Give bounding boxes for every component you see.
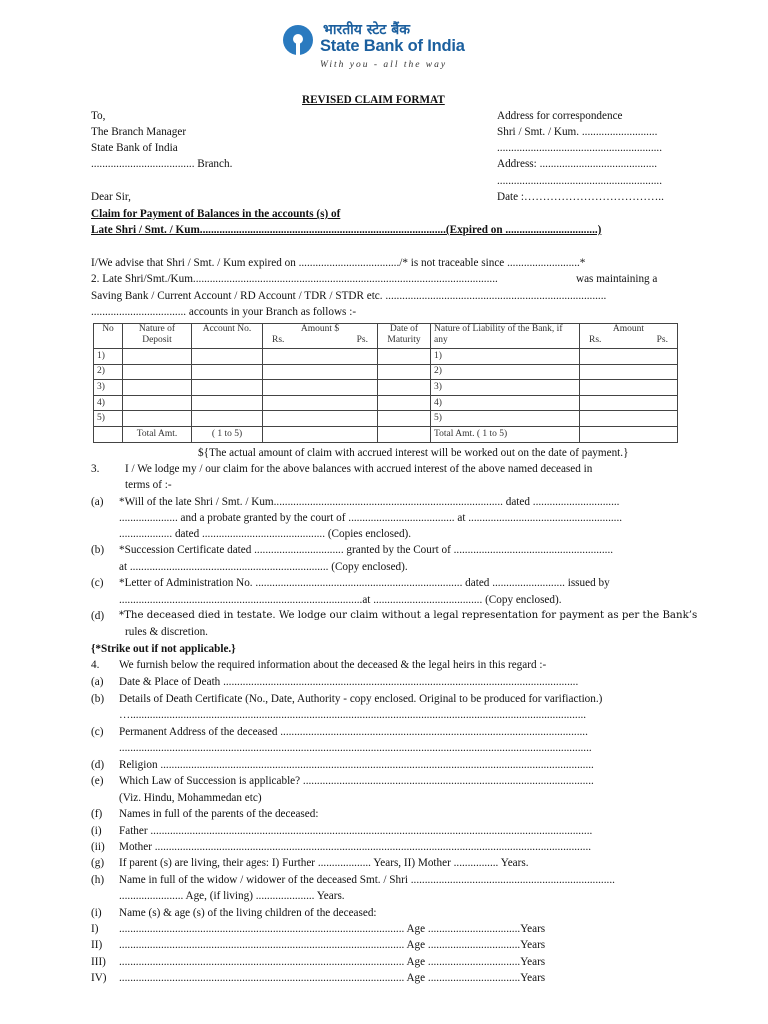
- item-a-label: (a): [91, 496, 104, 508]
- row-no: 1): [94, 349, 123, 365]
- correspondence-address: Address: ..........................................: [497, 158, 658, 170]
- table-row: [94, 349, 678, 365]
- info-law-succession-hint: (Viz. Hindu, Mohammedan etc): [119, 792, 262, 804]
- child-line: ...................................................................................................... Age .................................Years: [119, 972, 546, 984]
- col-amount-ps: Ps.: [356, 335, 368, 345]
- correspondence-date: Date :………………………………..: [497, 191, 664, 203]
- strike-note: {*Strike out if not applicable.}: [91, 643, 236, 655]
- info-spouse: Name in full of the widow / widower of the deceased Smt. / Shri .........................................................................: [119, 874, 615, 886]
- addressee-line2: State Bank of India: [91, 142, 178, 154]
- col-amount2-label: Amount: [612, 324, 645, 334]
- item-c-line2: .......................................................................................at ....................................... (Copy enclosed).: [119, 594, 562, 606]
- row-liability-no: 3): [431, 380, 580, 396]
- child-label: I): [91, 923, 99, 935]
- child-label: III): [91, 956, 106, 968]
- item-c-label: (c): [91, 577, 104, 589]
- info-permanent-address: Permanent Address of the deceased ..............................................................................................................: [119, 726, 588, 738]
- info-children-heading: Name (s) & age (s) of the living children of the deceased:: [119, 907, 377, 919]
- info-parents-heading: Names in full of the parents of the deceased:: [119, 808, 319, 820]
- info-g-label: (g): [91, 857, 105, 869]
- info-ii-label: (ii): [91, 841, 105, 853]
- info-f-label: (f): [91, 808, 103, 820]
- item-d-label: (d): [91, 610, 105, 622]
- info-death-certificate: Details of Death Certificate (No., Date, Authority - copy enclosed. Original to be produced for varifiaction.): [119, 693, 603, 705]
- info-permanent-address-blank: .........................................................................................................................................................................: [119, 742, 592, 754]
- info-father: Father ..............................................................................................................................................................: [119, 825, 593, 837]
- info-death-date-place: Date & Place of Death ...............................................................................................................................: [119, 676, 579, 688]
- correspondence-blank1: ...........................................................: [497, 142, 663, 154]
- col-no: No: [94, 324, 123, 349]
- subject-line1: Claim for Payment of Balances in the accounts (s) of: [91, 208, 341, 220]
- para2-line1: 2. Late Shri/Smt./Kum.............................................................................................................: [91, 273, 498, 285]
- table-row: [94, 411, 678, 427]
- item-d-line1: *The deceased died in testate. We lodge our claim without a legal representation for payment as per the Bank’s: [119, 610, 698, 621]
- info-death-certificate-blank: …...................................................................................................................................................................: [119, 709, 587, 721]
- para2-line1-end: was maintaining a: [576, 273, 658, 285]
- info-d-label: (d): [91, 759, 105, 771]
- correspondence-heading: Address for correspondence: [497, 110, 623, 122]
- col-amount2-ps: Ps.: [656, 335, 668, 345]
- child-label: II): [91, 939, 103, 951]
- item-b-label: (b): [91, 544, 105, 556]
- bank-tagline: With you - all the way: [320, 60, 448, 70]
- col-amount-rs: Rs.: [272, 335, 285, 345]
- row-liability-no: 2): [431, 364, 580, 380]
- row-no: 3): [94, 380, 123, 396]
- item-b-line2: at ....................................................................... (Copy enclosed).: [119, 561, 408, 573]
- para3-number: 3.: [91, 463, 100, 475]
- info-religion: Religion ...........................................................................................................................................................: [119, 759, 594, 771]
- child-line: ...................................................................................................... Age .................................Years: [119, 923, 546, 935]
- info-a-label: (a): [91, 676, 104, 688]
- col-amount2: [580, 324, 678, 349]
- item-c-line1: *Letter of Administration No. .......................................................................... dated .......................... issued by: [119, 577, 610, 589]
- info-law-succession: Which Law of Succession is applicable? ........................................................................................................: [119, 775, 594, 787]
- row-liability-no: 5): [431, 411, 580, 427]
- table-row: [94, 380, 678, 396]
- info-h-label: (h): [91, 874, 105, 886]
- info-e-label: (e): [91, 775, 104, 787]
- row-no: 4): [94, 395, 123, 411]
- addressee-line1: The Branch Manager: [91, 126, 187, 138]
- info-b-label: (b): [91, 693, 105, 705]
- info-i2-label: (i): [91, 907, 102, 919]
- item-a-line1: *Will of the late Shri / Smt. / Kum.................................................................................. dated ...............................: [119, 496, 620, 508]
- sbi-logo-icon: [283, 25, 313, 55]
- table-row: [94, 395, 678, 411]
- col-nature-liability: Nature of Liability of the Bank, if any: [431, 324, 580, 349]
- row-liability-no: 1): [431, 349, 580, 365]
- accounts-table: [93, 323, 678, 443]
- info-parent-ages: If parent (s) are living, their ages: I) Further ................... Years, II) Mother ................ Years.: [119, 857, 529, 869]
- col-account-no: Account No.: [192, 324, 263, 349]
- table-total-row: [94, 426, 678, 442]
- para4-text: We furnish below the required information about the deceased & the legal heirs in this regard :-: [119, 659, 547, 671]
- info-c-label: (c): [91, 726, 104, 738]
- col-amount: [263, 324, 378, 349]
- col-amount2-rs: Rs.: [589, 335, 602, 345]
- para3-line2: terms of :-: [125, 479, 172, 491]
- bank-name-hindi: भारतीय स्टेट बैंक: [323, 22, 410, 38]
- subject-line2: Late Shri / Smt. / Kum........................................................................................(Expired on .................................): [91, 224, 602, 236]
- table-header-row: [94, 324, 678, 349]
- para2-line2: Saving Bank / Current Account / RD Account / TDR / STDR etc. ...............................................................................: [91, 290, 607, 302]
- total-label2: Total Amt. ( 1 to 5): [431, 426, 580, 442]
- info-spouse-age: ....................... Age, (if living) ..................... Years.: [119, 890, 345, 902]
- item-b-line1: *Succession Certificate dated ................................ granted by the Court of .........................................................: [119, 544, 614, 556]
- correspondence-name: Shri / Smt. / Kum. ...........................: [497, 126, 658, 138]
- interest-note: ${The actual amount of claim with accrued interest will be worked out on the date of payment.}: [198, 447, 629, 459]
- para1: I/We advise that Shri / Smt. / Kum expired on ..................................../* is not traceable since ..........................*: [91, 257, 586, 269]
- row-no: 5): [94, 411, 123, 427]
- child-line: ...................................................................................................... Age .................................Years: [119, 939, 546, 951]
- para2-line3: .................................. accounts in your Branch as follows :-: [91, 306, 357, 318]
- item-d-line2: rules & discretion.: [125, 626, 208, 638]
- col-amount-label: Amount $: [300, 324, 340, 334]
- info-mother: Mother ............................................................................................................................................................: [119, 841, 592, 853]
- correspondence-blank2: ...........................................................: [497, 175, 663, 187]
- info-i-label: (i): [91, 825, 102, 837]
- to-label: To,: [91, 110, 106, 122]
- salutation: Dear Sir,: [91, 191, 131, 203]
- addressee-branch: ..................................... Branch.: [91, 158, 233, 170]
- child-line: ...................................................................................................... Age .................................Years: [119, 956, 546, 968]
- item-a-line3: ................... dated ............................................ (Copies enclosed).: [119, 528, 412, 540]
- total-range: ( 1 to 5): [192, 426, 263, 442]
- para3-line1: I / We lodge my / our claim for the above balances with accrued interest of the above named deceased in: [125, 463, 593, 475]
- bank-name: State Bank of India: [320, 37, 465, 55]
- item-a-line2: ..................... and a probate granted by the court of ...................................... at .......................................................: [119, 512, 623, 524]
- para4-number: 4.: [91, 659, 100, 671]
- form-title: REVISED CLAIM FORMAT: [302, 94, 445, 106]
- table-row: [94, 364, 678, 380]
- child-label: IV): [91, 972, 107, 984]
- col-date-maturity: Date of Maturity: [378, 324, 431, 349]
- row-no: 2): [94, 364, 123, 380]
- total-label: Total Amt.: [123, 426, 192, 442]
- col-nature-deposit: Nature of Deposit: [123, 324, 192, 349]
- row-liability-no: 4): [431, 395, 580, 411]
